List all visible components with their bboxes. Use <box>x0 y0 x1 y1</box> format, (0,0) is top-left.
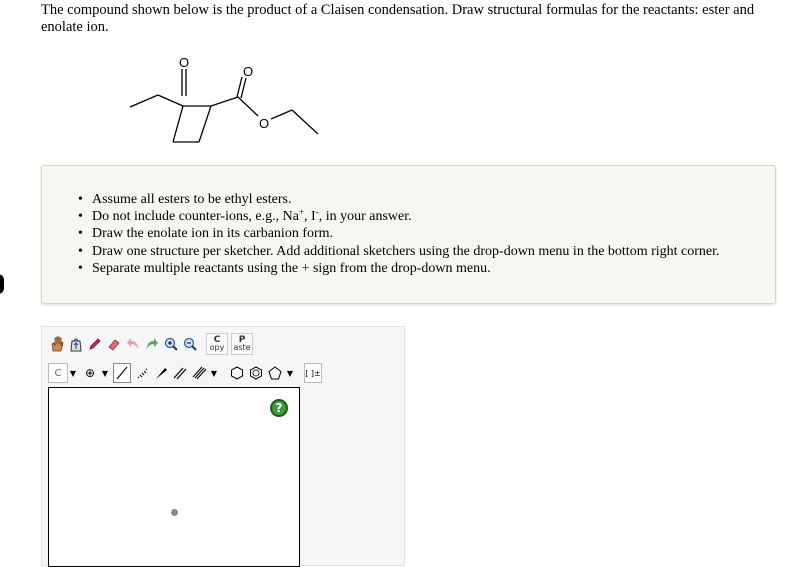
wedge-bond-tool[interactable] <box>152 363 170 383</box>
instruction-text: , in your answer. <box>318 209 412 225</box>
instruction-item: • Separate multiple reactants using the + sign from the drop-down menu. <box>92 260 720 277</box>
carbonyl-oxygen-label: O <box>243 64 254 79</box>
help-button[interactable]: ? <box>270 399 288 417</box>
bag-icon[interactable] <box>67 334 85 354</box>
benzene-icon[interactable] <box>247 363 265 383</box>
redo-icon[interactable] <box>143 334 161 354</box>
copy-label-top: C <box>213 335 221 345</box>
instruction-item: • Draw one structure per sketcher. Add additional sketchers using the drop-down menu in the bottom right corner. <box>92 243 720 260</box>
page-edge-marker <box>0 274 4 294</box>
single-bond-tool[interactable] <box>113 363 131 383</box>
drawing-canvas[interactable] <box>48 387 300 567</box>
cyclopentane-icon[interactable] <box>266 363 284 383</box>
instruction-text: Do not include counter-ions, e.g., Na <box>92 209 299 225</box>
sketcher-toolbar-top <box>48 333 256 355</box>
bracket-charge-tool[interactable]: [ ]± <box>304 363 322 383</box>
hand-icon[interactable] <box>48 334 66 354</box>
copy-button[interactable] <box>206 333 228 355</box>
instructions-box <box>41 165 776 304</box>
paste-button[interactable] <box>231 333 253 355</box>
zoom-in-icon[interactable] <box>162 334 180 354</box>
cyclohexane-icon[interactable] <box>228 363 246 383</box>
ester-oxygen-label: O <box>259 116 270 131</box>
bond-dropdown-arrow[interactable]: ▼ <box>210 368 218 378</box>
element-dropdown-arrow[interactable]: ▼ <box>69 368 77 378</box>
charge-dropdown-arrow[interactable]: ▼ <box>101 368 109 378</box>
paste-label-bottom: aste <box>233 343 251 352</box>
hashed-bond-tool[interactable] <box>133 363 151 383</box>
product-structure <box>125 52 325 144</box>
triple-bond-tool[interactable] <box>190 363 208 383</box>
paste-label-top: P <box>238 335 246 345</box>
question-text: The compound shown below is the product of a Claisen condensation. Draw structural formulas for the reactants: ester and enolate ion. <box>41 2 755 35</box>
element-selector[interactable]: C <box>48 363 68 383</box>
instructions-list <box>92 191 720 277</box>
sketcher-toolbar-bottom <box>48 361 322 385</box>
double-bond-tool[interactable] <box>171 363 189 383</box>
structure-sketcher <box>41 326 405 566</box>
canvas-cursor-dot <box>171 509 178 516</box>
instruction-text: , I <box>304 209 316 225</box>
copy-label-bottom: opy <box>209 343 225 352</box>
ring-dropdown-arrow[interactable]: ▼ <box>286 368 294 378</box>
ketone-oxygen-label: O <box>179 55 190 70</box>
charge-tool[interactable]: ⊕ <box>84 366 96 380</box>
instruction-item <box>92 208 720 225</box>
iodide-charge: - <box>315 207 319 218</box>
eraser-icon[interactable] <box>105 334 123 354</box>
sodium-charge: + <box>298 207 305 218</box>
undo-icon[interactable] <box>124 334 142 354</box>
pencil-icon[interactable] <box>86 334 104 354</box>
zoom-out-icon[interactable] <box>181 334 199 354</box>
instruction-item: • Assume all esters to be ethyl esters. <box>92 191 720 208</box>
instruction-item: • Draw the enolate ion in its carbanion form. <box>92 225 720 242</box>
